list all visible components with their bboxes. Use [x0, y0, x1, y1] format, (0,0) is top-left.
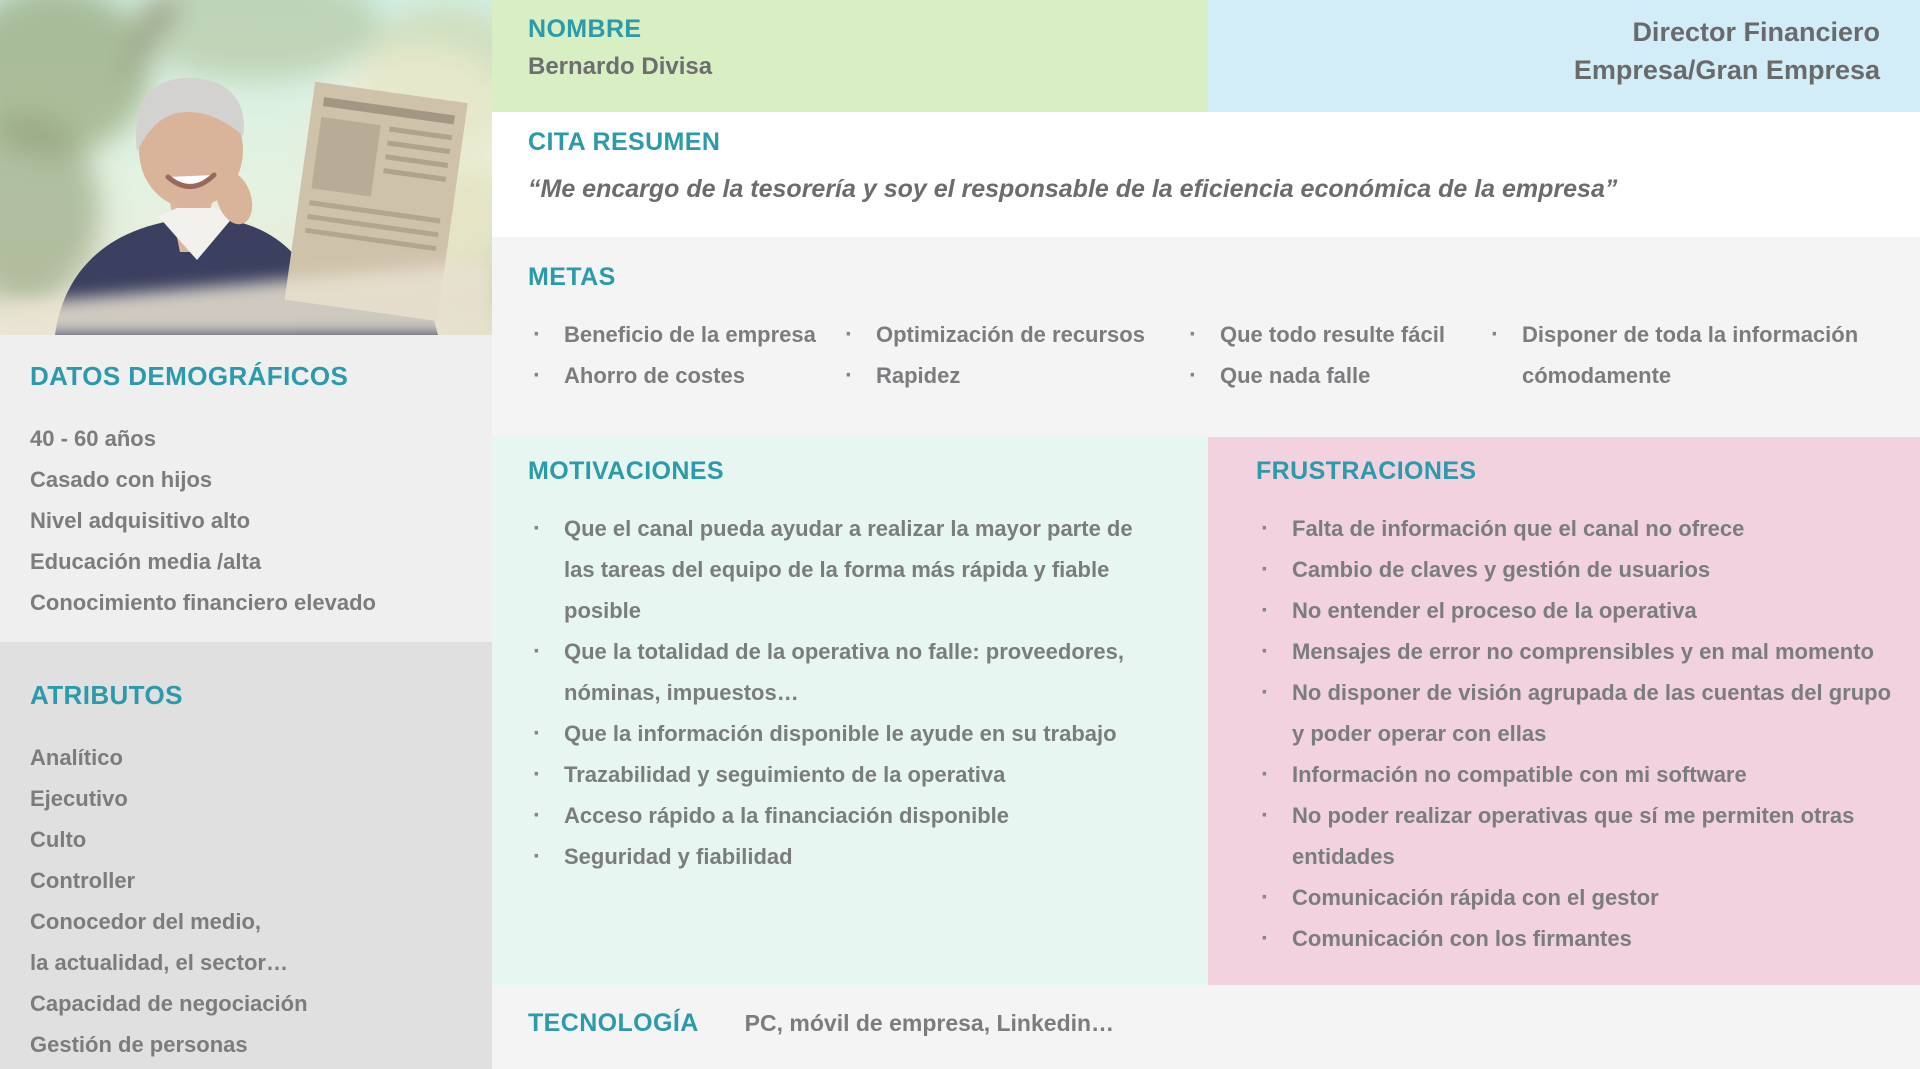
list-item — [528, 836, 1164, 877]
list-item: Ejecutivo — [30, 786, 128, 811]
persona-photo — [0, 0, 492, 335]
motivations-title: MOTIVACIONES — [528, 457, 725, 485]
quote-text: “Me encargo de la tesorería y soy el responsable de la eficiencia económica de la empresa” — [528, 175, 1618, 203]
list-item: Culto — [30, 827, 87, 852]
header-role-panel — [1208, 0, 1920, 112]
bullet-icon: · — [1189, 321, 1197, 348]
section-metas — [492, 237, 1920, 437]
list-item: Capacidad de negociación — [30, 991, 308, 1016]
section-cita-resumen — [492, 112, 1920, 237]
bullet-icon: · — [533, 362, 541, 389]
goals-column-1 — [528, 314, 840, 396]
list-item-text: Que todo resulte fácil — [1220, 322, 1445, 347]
list-item-text: Que la información disponible le ayude en su trabajo — [564, 721, 1117, 746]
list-item-text: Mensajes de error no comprensibles y en mal momento — [1292, 639, 1874, 664]
right-column — [492, 0, 1920, 1069]
list-item: Conocedor del medio, — [30, 909, 262, 934]
left-column — [0, 0, 492, 1069]
persona-photo-illustration — [0, 0, 492, 335]
goals-column-3 — [1184, 314, 1486, 396]
list-item — [528, 508, 1164, 631]
list-item — [528, 314, 840, 355]
technology-title: TECNOLOGÍA — [528, 1009, 699, 1037]
section-frustraciones — [1208, 437, 1920, 985]
section-atributos — [0, 642, 492, 1069]
bullet-icon: · — [533, 321, 541, 348]
bullet-icon: · — [533, 761, 541, 788]
goals-column-4 — [1486, 314, 1890, 396]
bullet-icon: · — [845, 362, 853, 389]
bullet-icon: · — [533, 802, 541, 829]
bullet-icon: · — [533, 515, 541, 542]
technology-text: PC, móvil de empresa, Linkedin… — [744, 1010, 1115, 1036]
bullet-icon: · — [1261, 761, 1269, 788]
list-item-text: Que nada falle — [1220, 363, 1371, 388]
list-item-text: Comunicación rápida con el gestor — [1292, 885, 1659, 910]
list-item: Gestión de personas — [30, 1032, 248, 1057]
list-item: la actualidad, el sector… — [30, 950, 288, 975]
persona-header — [492, 0, 1920, 112]
list-item: Controller — [30, 868, 136, 893]
list-item: Educación media /alta — [30, 549, 262, 574]
list-item — [1256, 795, 1892, 877]
list-item — [1256, 549, 1892, 590]
frustrations-list — [1256, 508, 1892, 959]
list-item — [528, 713, 1164, 754]
bullet-icon: · — [1261, 556, 1269, 583]
list-item — [1256, 918, 1892, 959]
list-item-text: Rapidez — [876, 363, 961, 388]
section-datos-demograficos — [0, 335, 492, 642]
bullet-icon: · — [845, 321, 853, 348]
bullet-icon: · — [1261, 638, 1269, 665]
bullet-icon: · — [1491, 321, 1499, 348]
quote-title: CITA RESUMEN — [528, 128, 721, 156]
list-item — [528, 754, 1164, 795]
list-item — [1184, 314, 1486, 355]
list-item-text: Optimización de recursos — [876, 322, 1145, 347]
motivations-list — [528, 508, 1164, 877]
persona-role-line2: Empresa/Gran Empresa — [1573, 55, 1880, 85]
list-item — [1256, 754, 1892, 795]
list-item-text: Disponer de toda la información cómodamente — [1522, 322, 1859, 388]
list-item — [1256, 508, 1892, 549]
goals-column-2 — [840, 314, 1184, 396]
list-item-text: Falta de información que el canal no ofrece — [1292, 516, 1745, 541]
list-item — [1256, 877, 1892, 918]
attributes-title: ATRIBUTOS — [30, 680, 183, 710]
bullet-icon: · — [1261, 515, 1269, 542]
list-item-text: Que la totalidad de la operativa no falle: proveedores, nóminas, impuestos… — [564, 639, 1124, 705]
list-item: Analítico — [30, 745, 123, 770]
bullet-icon: · — [533, 638, 541, 665]
list-item-text: Beneficio de la empresa — [564, 322, 816, 347]
bullet-icon: · — [1261, 679, 1269, 706]
bullet-icon: · — [1261, 884, 1269, 911]
persona-name: Bernardo Divisa — [528, 53, 713, 80]
persona-role-line1: Director Financiero — [1632, 17, 1880, 47]
bullet-icon: · — [1261, 802, 1269, 829]
list-item: Casado con hijos — [30, 467, 213, 492]
section-motivaciones — [492, 437, 1208, 985]
list-item — [528, 631, 1164, 713]
list-item: Nivel adquisitivo alto — [30, 508, 251, 533]
list-item — [528, 795, 1164, 836]
list-item: Conocimiento financiero elevado — [30, 590, 376, 615]
list-item — [528, 355, 840, 396]
section-tecnologia — [492, 985, 1920, 1069]
bullet-icon: · — [1261, 925, 1269, 952]
goals-columns — [528, 314, 1890, 396]
list-item-text: Trazabilidad y seguimiento de la operativa — [564, 762, 1006, 787]
list-item — [1256, 672, 1892, 754]
name-label: NOMBRE — [528, 15, 642, 43]
attributes-list — [30, 737, 472, 1065]
list-item — [840, 314, 1184, 355]
list-item-text: No poder realizar operativas que sí me permiten otras entidades — [1292, 803, 1855, 869]
goals-title: METAS — [528, 263, 616, 291]
list-item-text: Información no compatible con mi software — [1292, 762, 1747, 787]
list-item — [1486, 314, 1890, 396]
list-item-text: Que el canal pueda ayudar a realizar la mayor parte de las tareas del equipo de la forma más rápida y fiable posible — [564, 516, 1133, 623]
list-item-text: No disponer de visión agrupada de las cuentas del grupo y poder operar con ellas — [1292, 680, 1892, 746]
list-item-text: Ahorro de costes — [564, 363, 745, 388]
demographics-title: DATOS DEMOGRÁFICOS — [30, 361, 349, 391]
list-item — [1256, 590, 1892, 631]
bullet-icon: · — [1261, 597, 1269, 624]
frustrations-title: FRUSTRACIONES — [1256, 457, 1477, 485]
bullet-icon: · — [533, 720, 541, 747]
list-item: 40 - 60 años — [30, 426, 156, 451]
list-item-text: Seguridad y fiabilidad — [564, 844, 793, 869]
list-item — [1184, 355, 1486, 396]
bullet-icon: · — [533, 843, 541, 870]
list-item — [840, 355, 1184, 396]
list-item-text: No entender el proceso de la operativa — [1292, 598, 1697, 623]
motivations-frustrations-row — [492, 437, 1920, 985]
list-item-text: Acceso rápido a la financiación disponible — [564, 803, 1009, 828]
header-name-panel — [492, 0, 1208, 112]
list-item-text: Comunicación con los firmantes — [1292, 926, 1632, 951]
bullet-icon: · — [1189, 362, 1197, 389]
list-item-text: Cambio de claves y gestión de usuarios — [1292, 557, 1711, 582]
demographics-list — [30, 418, 472, 623]
list-item — [1256, 631, 1892, 672]
